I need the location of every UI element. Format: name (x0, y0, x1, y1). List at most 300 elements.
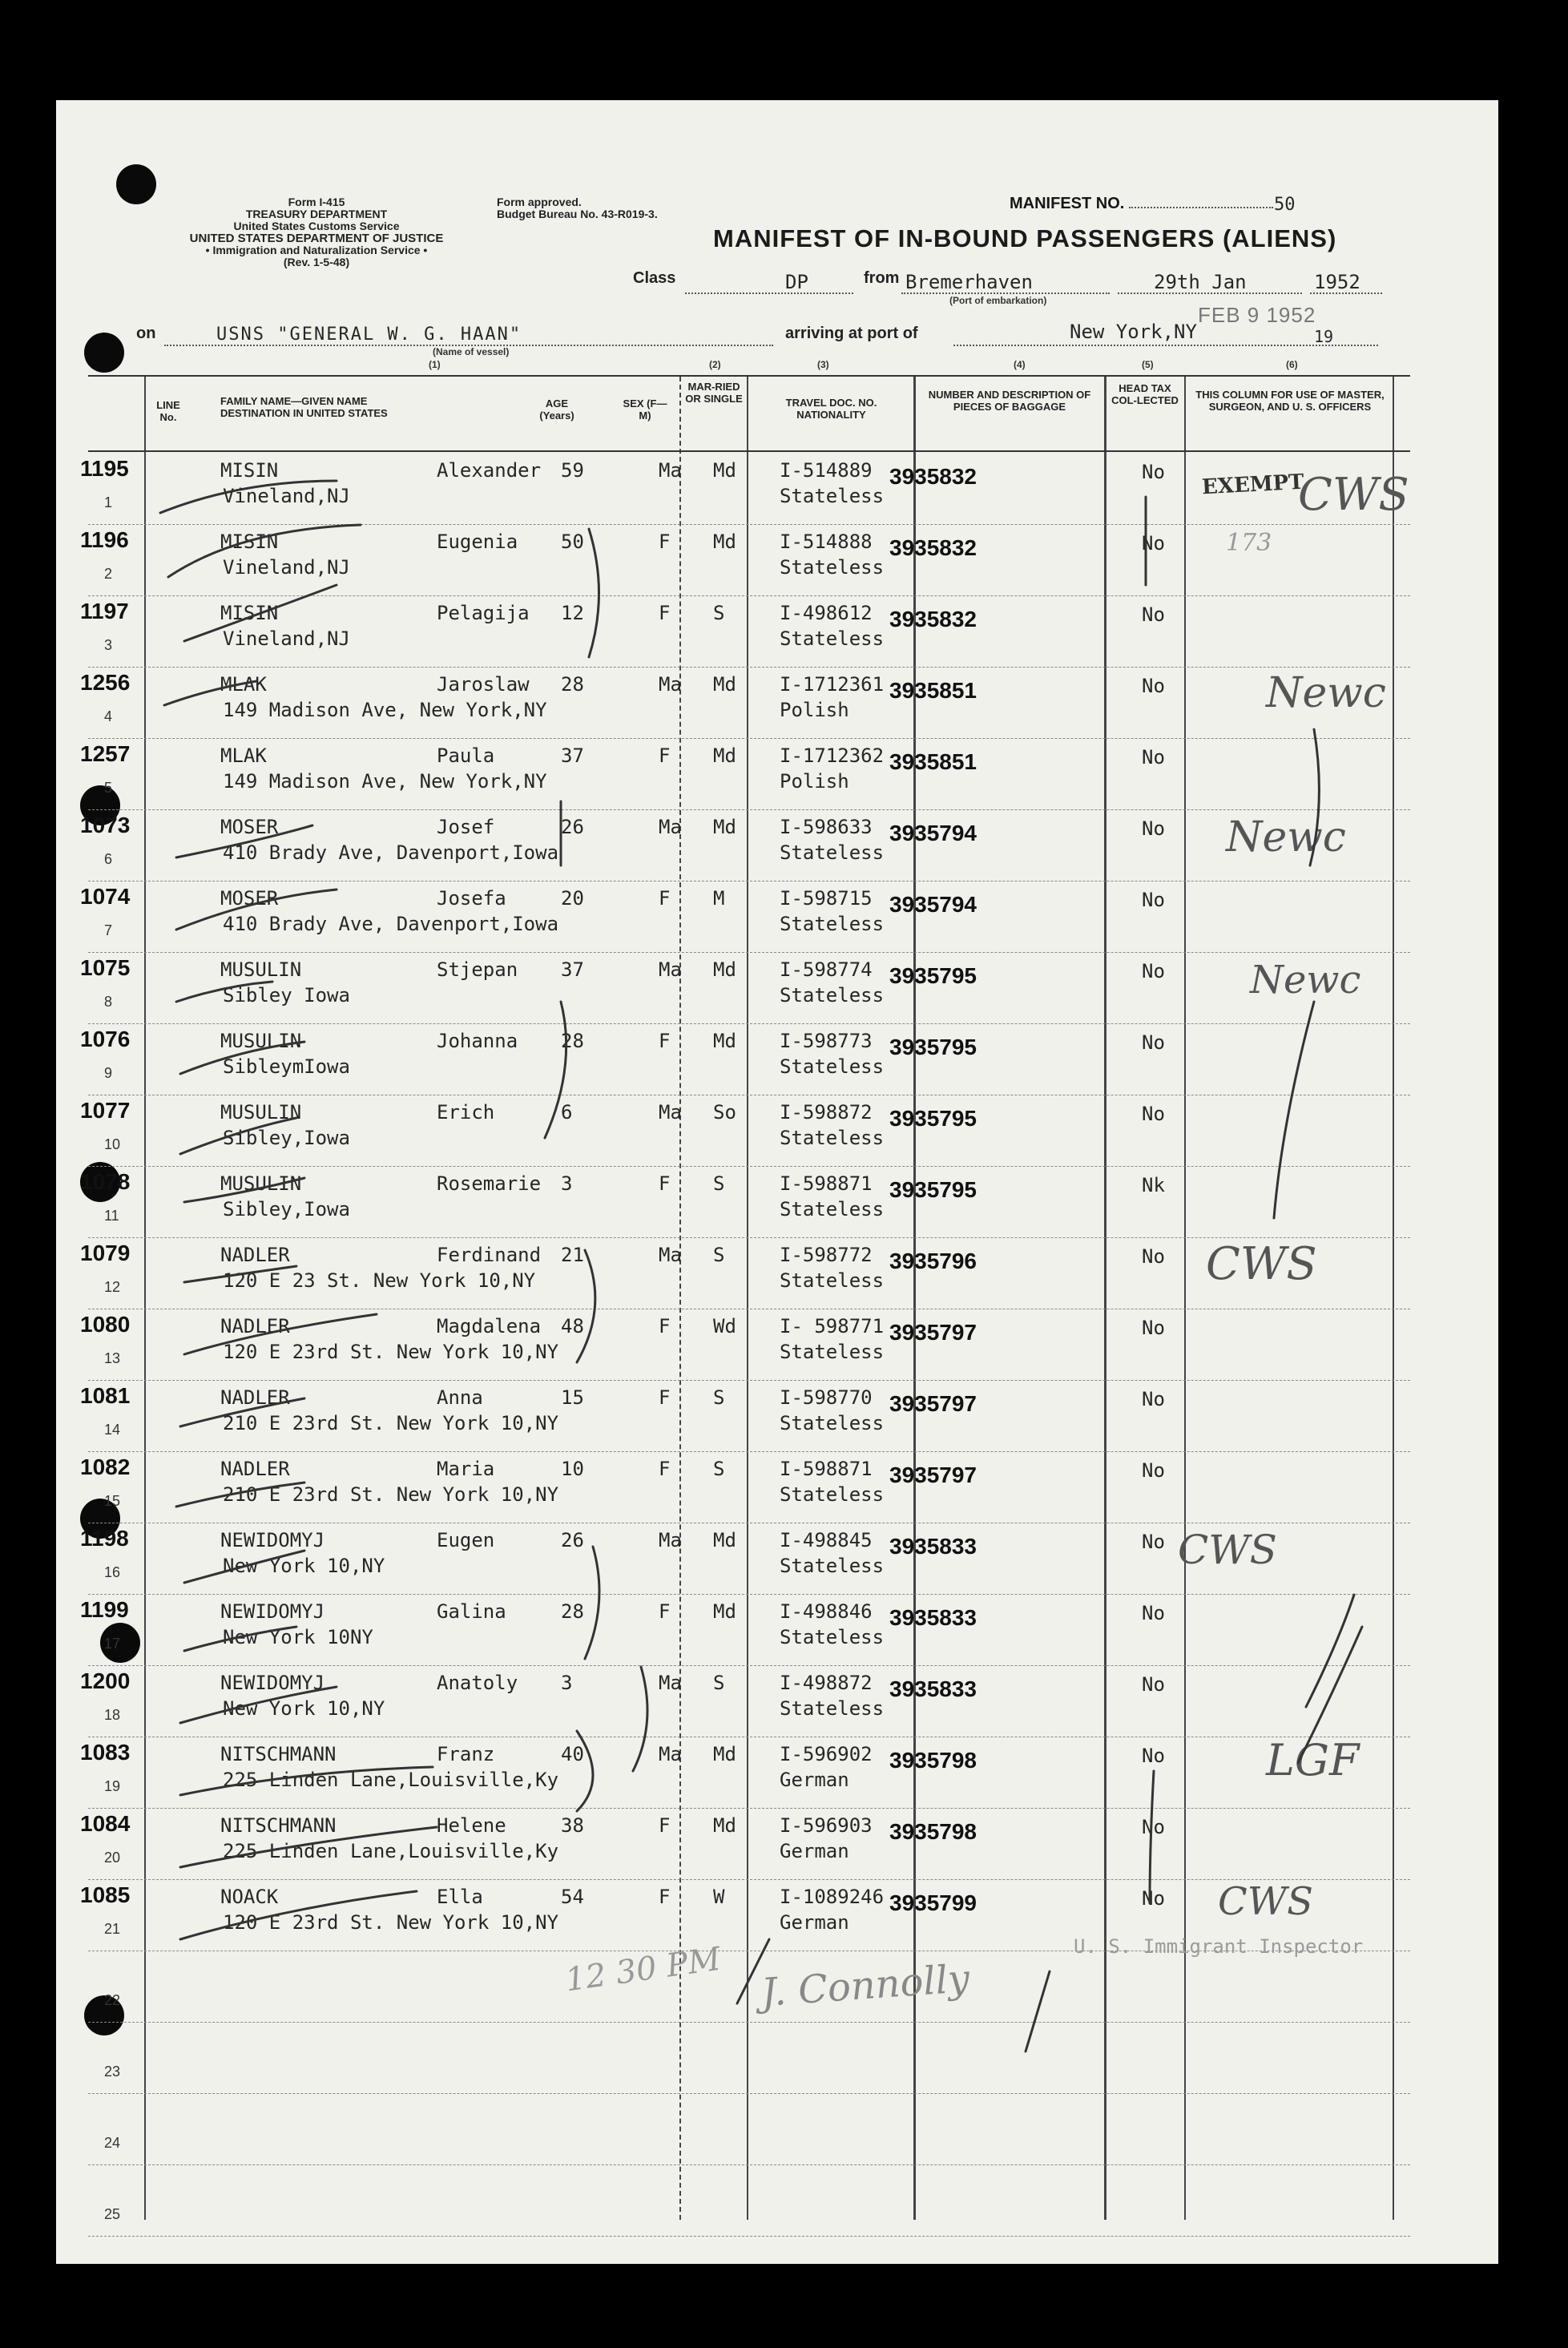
line-number: 1198 (80, 1526, 129, 1551)
travel-doc-no: I-1712361 (780, 673, 885, 696)
family-name: MUSULIN (220, 1030, 302, 1052)
line-number: 1257 (80, 741, 131, 766)
destination: Sibley,Iowa (223, 1127, 350, 1149)
nationality: Stateless (780, 556, 885, 579)
given-name: Franz (437, 1743, 495, 1765)
baggage-number: 3935797 (889, 1320, 977, 1345)
destination: Vineland,NJ (223, 627, 350, 650)
family-name: MUSULIN (220, 1101, 302, 1124)
family-name: NEWIDOMYJ (220, 1672, 325, 1694)
given-name: Maria (437, 1458, 495, 1480)
officer-initials: Newc (1226, 813, 1346, 861)
col-header-headtax: HEAD TAX COL-LECTED (1111, 382, 1179, 406)
table-row (0, 1594, 1568, 1665)
marital-status: S (713, 602, 725, 624)
row-index: 13 (104, 1350, 121, 1366)
empty-row (0, 2022, 1568, 2093)
travel-doc-no: I-598715 (780, 887, 873, 910)
travel-doc-no: I-596902 (780, 1743, 873, 1765)
travel-doc-no: I-598773 (780, 1030, 873, 1052)
line-number: 1199 (80, 1597, 129, 1622)
head-tax: No (1142, 1388, 1165, 1410)
row-index: 14 (104, 1422, 121, 1438)
table-row (0, 738, 1568, 809)
manifest-no-value: 50 (1274, 195, 1296, 215)
travel-doc-no: I-598871 (780, 1458, 873, 1480)
baggage-number: 3935794 (889, 892, 977, 917)
officer-initials: CWS (1218, 1879, 1313, 1924)
age-value: 26 (561, 1529, 584, 1551)
form-info (136, 196, 497, 268)
row-index: 2 (104, 566, 113, 582)
sex-value: F (659, 602, 671, 624)
head-tax: No (1142, 1459, 1165, 1482)
destination: 120 E 23 St. New York 10,NY (223, 1269, 536, 1292)
officer-initials: CWS (1178, 1527, 1277, 1573)
nationality: Stateless (780, 1555, 885, 1577)
row-index: 20 (104, 1850, 121, 1866)
col-header-married: MAR-RIED OR SINGLE (685, 381, 743, 405)
arriving-label: arriving at port of (785, 325, 918, 342)
inspector-signature: J. Connolly (760, 1955, 971, 2016)
rev: (Rev. 1-5-48) (283, 256, 350, 268)
family-name: MOSER (220, 816, 279, 838)
sex-value: Ma (659, 1101, 682, 1124)
line-number: 1074 (80, 884, 131, 909)
given-name: Alexander (437, 459, 542, 482)
baggage-number: 3935799 (889, 1890, 977, 1915)
line-number: 1200 (80, 1668, 131, 1693)
age-value: 6 (561, 1101, 573, 1124)
sex-value: F (659, 1458, 671, 1480)
age-value: 37 (561, 744, 584, 767)
nationality: Stateless (780, 1626, 885, 1648)
family-name: NITSCHMANN (220, 1743, 337, 1765)
sex-value: F (659, 887, 671, 910)
family-name: MUSULIN (220, 1172, 302, 1195)
row-index: 9 (104, 1065, 113, 1081)
given-name: Josef (437, 816, 495, 838)
destination: Sibley Iowa (223, 984, 350, 1007)
row-index: 4 (104, 708, 113, 724)
baggage-number: 3935795 (889, 1177, 977, 1202)
table-row (0, 881, 1568, 952)
destination: 210 E 23rd St. New York 10,NY (223, 1412, 559, 1434)
baggage-number: 3935832 (889, 464, 977, 489)
from-value: Bremerhaven (905, 271, 1033, 293)
destination: New York 10,NY (223, 1555, 385, 1577)
baggage-number: 3935797 (889, 1391, 977, 1416)
baggage-number: 3935851 (889, 749, 977, 774)
family-name: MLAK (220, 673, 267, 696)
nationality: Stateless (780, 1127, 885, 1149)
table-row (0, 1095, 1568, 1166)
sex-value: F (659, 1030, 671, 1052)
marital-status: Md (713, 1529, 736, 1551)
received-stamp: FEB 9 1952 (1198, 303, 1316, 327)
head-tax: No (1142, 461, 1165, 483)
row-index: 16 (104, 1564, 121, 1580)
marital-status: S (713, 1244, 725, 1266)
given-name: Magdalena (437, 1315, 542, 1337)
age-value: 15 (561, 1386, 584, 1409)
head-tax: No (1142, 1887, 1165, 1910)
travel-doc-no: I-598871 (780, 1172, 873, 1195)
age-value: 48 (561, 1315, 584, 1337)
family-name: MOSER (220, 887, 279, 910)
col-num-5: (5) (1142, 359, 1154, 370)
row-index: 19 (104, 1778, 121, 1794)
age-value: 40 (561, 1743, 584, 1765)
form-approved: Form approved. (497, 196, 582, 208)
travel-doc-no: I-596903 (780, 1814, 873, 1837)
table-row (0, 1451, 1568, 1523)
destination: Vineland,NJ (223, 556, 350, 579)
head-tax: No (1142, 889, 1165, 911)
head-tax: No (1142, 1031, 1165, 1054)
baggage-number: 3935833 (889, 1676, 977, 1701)
age-value: 10 (561, 1458, 584, 1480)
family-name: MISIN (220, 531, 279, 553)
table-row (0, 1309, 1568, 1380)
col-header-sex: SEX (F—M) (623, 397, 667, 422)
ins: • Immigration and Naturalization Service • (205, 244, 428, 256)
head-tax: No (1142, 603, 1165, 626)
row-index: 15 (104, 1493, 121, 1509)
nationality: Stateless (780, 1055, 885, 1078)
officer-initials: Newc (1266, 669, 1386, 717)
marital-status: S (713, 1172, 725, 1195)
nationality: Polish (780, 699, 849, 721)
manifest-number (1010, 195, 1296, 215)
row-index: 10 (104, 1136, 121, 1152)
line-number: 1082 (80, 1454, 131, 1479)
marital-status: Md (713, 744, 736, 767)
marital-status: So (713, 1101, 736, 1124)
given-name: Johanna (437, 1030, 518, 1052)
destination: New York 10,NY (223, 1697, 385, 1720)
row-index: 7 (104, 922, 113, 938)
col-header-name-text: FAMILY NAME—GIVEN NAME DESTINATION IN UNITED STATES (220, 395, 388, 419)
marital-status: Md (713, 673, 736, 696)
col-num-6: (6) (1286, 359, 1298, 370)
treasury-dept: TREASURY DEPARTMENT (245, 208, 388, 220)
head-tax: No (1142, 1602, 1165, 1624)
line-number: 1075 (80, 955, 131, 980)
travel-doc-no: I-514889 (780, 459, 873, 482)
travel-doc-no: I-514888 (780, 531, 873, 553)
destination: 410 Brady Ave, Davenport,Iowa (223, 841, 559, 864)
table-row (0, 1380, 1568, 1451)
head-tax: No (1142, 1531, 1165, 1553)
baggage-number: 3935794 (889, 821, 977, 845)
given-name: Rosemarie (437, 1172, 542, 1195)
col-num-2: (2) (709, 359, 721, 370)
head-tax: No (1142, 1673, 1165, 1696)
family-name: MLAK (220, 744, 267, 767)
marital-status: S (713, 1386, 725, 1409)
class-label: Class (633, 269, 676, 287)
travel-doc-no: I-498612 (780, 602, 873, 624)
age-value: 50 (561, 531, 584, 553)
destination: 225 Linden Lane,Louisville,Ky (223, 1769, 559, 1791)
age-value: 28 (561, 1600, 584, 1623)
col-num-1: (1) (429, 359, 441, 370)
given-name: Ferdinand (437, 1244, 542, 1266)
row-index: 5 (104, 780, 113, 796)
sex-value: F (659, 1315, 671, 1337)
age-value: 3 (561, 1172, 573, 1195)
age-value: 59 (561, 459, 584, 482)
head-tax: No (1142, 817, 1165, 840)
age-value: 37 (561, 958, 584, 981)
given-name: Josefa (437, 887, 506, 910)
line-number: 1080 (80, 1312, 131, 1337)
marital-status: Wd (713, 1315, 736, 1337)
row-index: 21 (104, 1921, 121, 1937)
travel-doc-no: I-598774 (780, 958, 873, 981)
given-name: Eugen (437, 1529, 495, 1551)
destination: Sibley,Iowa (223, 1198, 350, 1220)
arriving-port: New York,NY (1070, 321, 1197, 343)
line-number: 1083 (80, 1740, 131, 1765)
table-row (0, 1237, 1568, 1309)
nationality: German (780, 1840, 849, 1862)
inspector-title: U. S. Immigrant Inspector (1074, 1935, 1364, 1958)
nationality: Stateless (780, 1269, 885, 1292)
head-tax: No (1142, 746, 1165, 769)
destination: 120 E 23rd St. New York 10,NY (223, 1341, 559, 1363)
line-number: 1085 (80, 1882, 131, 1907)
baggage-number: 3935798 (889, 1748, 977, 1773)
sex-value: F (659, 1600, 671, 1623)
nationality: Stateless (780, 485, 885, 507)
baggage-number: 3935832 (889, 535, 977, 560)
table-row (0, 595, 1568, 667)
vessel-name: USNS "GENERAL W. G. HAAN" (216, 325, 522, 345)
destination: 410 Brady Ave, Davenport,Iowa (223, 913, 559, 935)
baggage-number: 3935798 (889, 1819, 977, 1844)
family-name: MUSULIN (220, 958, 302, 981)
line-number: 1196 (80, 527, 129, 552)
destination: SibleymIowa (223, 1055, 350, 1078)
vessel-note: (Name of vessel) (433, 346, 510, 357)
given-name: Anatoly (437, 1672, 518, 1694)
nationality: Stateless (780, 1341, 885, 1363)
head-tax: No (1142, 1317, 1165, 1339)
col-header-travel: TRAVEL DOC. NO. NATIONALITY (785, 397, 877, 421)
travel-doc-no: I-1712362 (780, 744, 885, 767)
given-name: Jaroslaw (437, 673, 530, 696)
manifest-label: MANIFEST NO. (1010, 195, 1125, 212)
head-tax: No (1142, 1745, 1165, 1767)
nationality: Stateless (780, 1198, 885, 1220)
row-index: 3 (104, 637, 113, 653)
family-name: NEWIDOMYJ (220, 1529, 325, 1551)
travel-doc-no: I-598772 (780, 1244, 873, 1266)
given-name: Anna (437, 1386, 483, 1409)
marital-status: Md (713, 1600, 736, 1623)
row-index: 25 (104, 2206, 121, 2222)
given-name: Erich (437, 1101, 495, 1124)
line-number: 1084 (80, 1811, 131, 1836)
head-tax: No (1142, 960, 1165, 982)
row-index: 23 (104, 2064, 121, 2080)
class-value: DP (785, 271, 808, 293)
marital-status: Md (713, 1743, 736, 1765)
marital-status: Md (713, 816, 736, 838)
marital-status: Md (713, 1814, 736, 1837)
line-number: 1077 (80, 1098, 131, 1123)
line-number: 1079 (80, 1241, 131, 1265)
sex-value: Ma (659, 1529, 682, 1551)
col-header-officers: THIS COLUMN FOR USE OF MASTER, SURGEON, AND U. S. OFFICERS (1195, 389, 1385, 413)
head-tax: No (1142, 675, 1165, 697)
budget-bureau: Budget Bureau No. 43-R019-3. (497, 208, 658, 220)
sex-value: Ma (659, 1743, 682, 1765)
nationality: German (780, 1769, 849, 1791)
doj: UNITED STATES DEPARTMENT OF JUSTICE (189, 232, 444, 245)
depart-date: 29th Jan (1154, 271, 1247, 293)
marital-status: S (713, 1458, 725, 1480)
row-index: 17 (104, 1636, 121, 1652)
punch-hole (84, 333, 124, 373)
line-number: 1078 (80, 1169, 131, 1194)
family-name: NOACK (220, 1886, 279, 1908)
age-value: 38 (561, 1814, 584, 1837)
sex-value: Ma (659, 1244, 682, 1266)
travel-doc-no: I-1089246 (780, 1886, 885, 1908)
nationality: Polish (780, 770, 849, 793)
given-name: Stjepan (437, 958, 518, 981)
table-row (0, 1665, 1568, 1737)
year-suffix: 19 (1314, 327, 1334, 346)
head-tax: No (1142, 532, 1165, 555)
head-tax: No (1142, 1816, 1165, 1838)
given-name: Paula (437, 744, 495, 767)
baggage-number: 3935796 (889, 1249, 977, 1273)
nationality: Stateless (780, 984, 885, 1007)
line-number: 1256 (80, 670, 131, 695)
given-name: Ella (437, 1886, 483, 1908)
table-row (0, 1808, 1568, 1879)
family-name: NADLER (220, 1458, 290, 1480)
row-index: 18 (104, 1707, 121, 1723)
empty-row (0, 2164, 1568, 2236)
marital-status: Md (713, 1030, 736, 1052)
destination: 210 E 23rd St. New York 10,NY (223, 1483, 559, 1506)
travel-doc-no: I- 598771 (780, 1315, 885, 1337)
family-name: NADLER (220, 1244, 290, 1266)
port-note: (Port of embarkation) (949, 295, 1047, 306)
stamp-173: 173 (1226, 529, 1272, 557)
line-number: 1076 (80, 1027, 131, 1051)
on-label: on (136, 325, 156, 342)
destination: 149 Madison Ave, New York,NY (223, 699, 547, 721)
col-header-name (220, 395, 388, 419)
sex-value: F (659, 1886, 671, 1908)
line-number: 1195 (80, 456, 129, 481)
col-header-baggage: NUMBER AND DESCRIPTION OF PIECES OF BAGGAGE (928, 389, 1091, 413)
nationality: Stateless (780, 627, 885, 650)
given-name: Galina (437, 1600, 506, 1623)
travel-doc-no: I-598872 (780, 1101, 873, 1124)
table-row (0, 1166, 1568, 1237)
row-index: 11 (104, 1208, 119, 1224)
head-tax: Nk (1142, 1174, 1165, 1196)
given-name: Helene (437, 1814, 506, 1837)
depart-year: 1952 (1314, 271, 1360, 293)
marital-status: S (713, 1672, 725, 1694)
marital-status: W (713, 1886, 725, 1908)
travel-doc-no: I-498846 (780, 1600, 873, 1623)
col-num-3: (3) (817, 359, 829, 370)
baggage-number: 3935795 (889, 963, 977, 988)
marital-status: M (713, 887, 725, 910)
row-index: 24 (104, 2135, 121, 2151)
destination: 225 Linden Lane,Louisville,Ky (223, 1840, 559, 1862)
sex-value: Ma (659, 816, 682, 838)
nationality: Stateless (780, 1412, 885, 1434)
sex-value: F (659, 744, 671, 767)
row-index: 8 (104, 994, 113, 1010)
line-number: 1073 (80, 813, 131, 837)
nationality: Stateless (780, 841, 885, 864)
nationality: Stateless (780, 1697, 885, 1720)
exempt-stamp: EXEMPT (1201, 470, 1305, 500)
age-value: 3 (561, 1672, 573, 1694)
empty-row (0, 2093, 1568, 2164)
travel-doc-no: I-498845 (780, 1529, 873, 1551)
sex-value: Ma (659, 673, 682, 696)
col-num-4: (4) (1014, 359, 1026, 370)
baggage-number: 3935833 (889, 1605, 977, 1630)
sex-value: F (659, 1814, 671, 1837)
sex-value: F (659, 531, 671, 553)
page-title: MANIFEST OF IN-BOUND PASSENGERS (ALIENS) (713, 224, 1337, 252)
table-row (0, 1523, 1568, 1594)
baggage-number: 3935797 (889, 1462, 977, 1487)
baggage-number: 3935795 (889, 1035, 977, 1059)
sex-value: Ma (659, 958, 682, 981)
marital-status: Md (713, 958, 736, 981)
destination: 149 Madison Ave, New York,NY (223, 770, 547, 793)
customs-service: United States Customs Service (233, 220, 400, 232)
row-divider (88, 2236, 1410, 2237)
col-header-line: LINE No. (156, 399, 180, 423)
age-value: 20 (561, 887, 584, 910)
baggage-number: 3935795 (889, 1106, 977, 1131)
arrival-time: 12 30 PM (562, 1940, 724, 1999)
family-name: NEWIDOMYJ (220, 1600, 325, 1623)
age-value: 26 (561, 816, 584, 838)
nationality: German (780, 1911, 849, 1934)
table-row (0, 1023, 1568, 1095)
baggage-number: 3935851 (889, 678, 977, 703)
sex-value: F (659, 1172, 671, 1195)
marital-status: Md (713, 531, 736, 553)
travel-doc-no: I-598633 (780, 816, 873, 838)
row-index: 12 (104, 1279, 121, 1295)
form-number: Form I-415 (288, 196, 345, 208)
age-value: 28 (561, 673, 584, 696)
baggage-number: 3935833 (889, 1534, 977, 1559)
baggage-number: 3935832 (889, 607, 977, 631)
sex-value: Ma (659, 1672, 682, 1694)
travel-doc-no: I-598770 (780, 1386, 873, 1409)
nationality: Stateless (780, 913, 885, 935)
row-index: 1 (104, 494, 113, 510)
